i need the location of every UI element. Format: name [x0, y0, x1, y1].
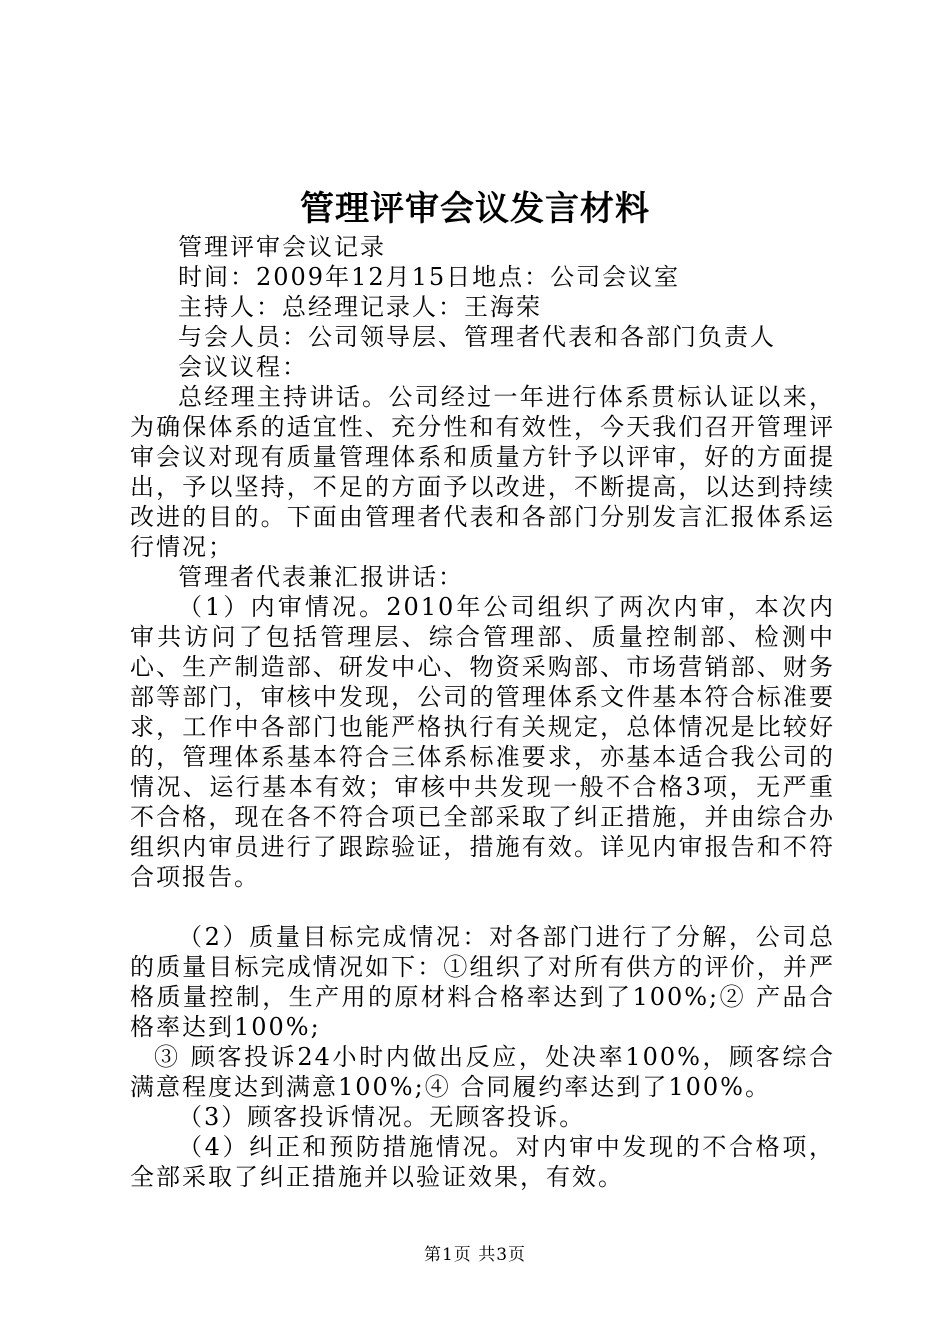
paragraph-customer-response: ③ 顾客投诉24小时内做出反应，处决率100%，顾客综合满意程度达到满意100%;④ 合同履约率达到了100%。	[130, 1043, 835, 1101]
paragraph-attendees: 与会人员：公司领导层、管理者代表和各部门负责人	[178, 323, 776, 351]
paragraph-host-recorder: 主持人：总经理记录人：王海荣	[178, 293, 542, 321]
paragraph-customer-complaints: （3）顾客投诉情况。无顾客投诉。	[178, 1103, 586, 1131]
document-title: 管理评审会议发言材料	[300, 189, 650, 229]
paragraph-time-location: 时间：2009年12月15日地点：公司会议室	[178, 263, 681, 291]
document-body	[130, 232, 835, 1192]
paragraph-internal-audit: （1）内审情况。2010年公司组织了两次内审，本次内审共访问了包括管理层、综合管理部、质量控制部、检测中心、生产制造部、研发中心、物资采购部、市场营销部、财务部等部门，审核中发现，公司的管理体系文件基本符合标准要求，工作中各部门也能严格执行有关规定，总体情况是比较好的，管理体系基本符合三体系标准要求，亦基本适合我公司的情况、运行基本有效；审核中共发现一般不合格3项，无严重不合格，现在各不符合项已全部采取了纠正措施，并由综合办组织内审员进行了跟踪验证，措施有效。详见内审报告和不符合项报告。	[130, 593, 835, 891]
page-footer: 第1页 共3页	[423, 1245, 527, 1265]
paragraph-record-heading: 管理评审会议记录	[178, 233, 386, 261]
paragraph-quality-goals: （2）质量目标完成情况：对各部门进行了分解，公司总的质量目标完成情况如下：①组织了对所有供方的评价，并严格质量控制，生产用的原材料合格率达到了100%;② 产品合格率达到100%;	[130, 923, 835, 1041]
paragraph-corrective-actions: （4）纠正和预防措施情况。对内审中发现的不合格项，全部采取了纠正措施并以验证效果，有效。	[130, 1133, 835, 1191]
paragraph-gm-speech: 总经理主持讲话。公司经过一年进行体系贯标认证以来，为确保体系的适宜性、充分性和有效性，今天我们召开管理评审会议对现有质量管理体系和质量方针予以评审，好的方面提出，予以坚持，不足的方面予以改进，不断提高，以达到持续改进的目的。下面由管理者代表和各部门分别发言汇报体系运行情况；	[130, 383, 835, 561]
paragraph-rep-speech-label: 管理者代表兼汇报讲话：	[178, 563, 464, 591]
paragraph-agenda-label: 会议议程：	[178, 353, 308, 381]
